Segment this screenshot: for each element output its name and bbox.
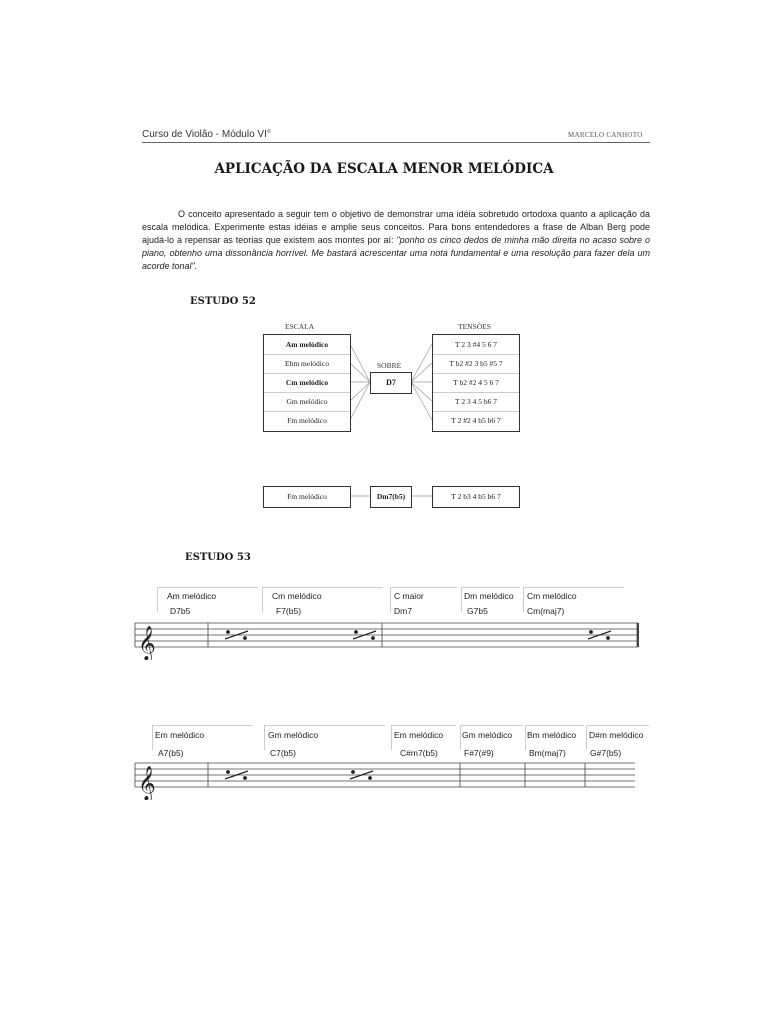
tension-item: T 2 3 #4 5 6 7 [433, 335, 519, 355]
chord-symbol: C#m7(b5) [400, 748, 438, 758]
scale-label: Bm melódico [527, 730, 577, 740]
chord-symbol: A7(b5) [158, 748, 184, 758]
tension-item: T 2 #2 4 b5 b6 7 [451, 416, 501, 425]
scale-label: D#m melódico [589, 730, 644, 740]
intro-text: O conceito apresentado a seguir tem o objetivo de demonstrar uma idéia sobretudo ortodoxa quanto a aplicação da escala melódica. Experimente estas idéias e amplie seus conceitos. Para bons entendedores a frase de Alban Berg pode ajudá-lo a repensar as teorias que existem aos montes por aí: [142, 209, 650, 245]
scale-label: Cm melódico [272, 591, 322, 601]
chord-symbol: G7b5 [467, 606, 488, 616]
treble-clef-icon: 𝄞 [138, 627, 156, 660]
tensoes-column-header: TENSÕES [458, 322, 491, 331]
chord-symbol: F#7(#9) [464, 748, 494, 758]
escala-item: Ebm melódico [264, 354, 350, 374]
chord-symbol: C7(b5) [270, 748, 296, 758]
escala-item: Cm melódico [264, 373, 350, 393]
header-author: MARCELO CANHOTO [568, 131, 643, 139]
scale-label: Gm melódico [268, 730, 319, 740]
intro-quote: "ponho os cinco dedos de minha mão direita no acaso sobre o piano, obtenho uma dissonância horrível. Me bastará acrescentar uma nota fundamental e uma resolução para fazer dela um acorde tonal". [142, 235, 650, 271]
chord-symbol: Cm(maj7) [527, 606, 565, 616]
header-course-title: Curso de Violão - Módulo VI° [142, 129, 271, 140]
music-staff-2 [130, 755, 650, 800]
scale-label: Em melódico [394, 730, 444, 740]
chord-box-dm7b5: Dm7(b5) [370, 486, 412, 508]
scale-label: Gm melódico [462, 730, 513, 740]
tension-item: T b2 #2 3 b5 #5 7 [433, 354, 519, 374]
scale-label: Dm melódico [464, 591, 514, 601]
music-staff-1 [130, 615, 650, 660]
escala-item: Fm melódico [287, 416, 327, 425]
sobre-label: SOBRE [377, 361, 402, 370]
chord-box-d7: D7 [370, 372, 412, 394]
tension-item: T 2 3 4 5 b6 7 [433, 392, 519, 412]
estudo-53-label: ESTUDO 53 [185, 552, 251, 563]
treble-clef-icon: 𝄞 [138, 767, 156, 800]
escala-list [263, 334, 351, 432]
page-title: APLICAÇÃO DA ESCALA MENOR MELÓDICA [214, 161, 554, 177]
tensoes-list [432, 334, 520, 432]
chord-symbol: F7(b5) [276, 606, 302, 616]
tension-item: T b2 #2 4 5 6 7 [433, 373, 519, 393]
chord-symbol: G#7(b5) [590, 748, 622, 758]
chord-symbol: Bm(maj7) [529, 748, 566, 758]
estudo-52-label: ESTUDO 52 [190, 296, 256, 307]
scale-label: Em melódico [155, 730, 205, 740]
second-scale-box: Fm melódico [263, 486, 351, 508]
escala-item: Am melódico [264, 335, 350, 355]
escala-item: Gm melódico [264, 392, 350, 412]
scale-label: Am melódico [167, 591, 217, 601]
scale-label: C maior [394, 591, 424, 601]
chord-symbol: Dm7 [394, 606, 412, 616]
scale-label: Cm melódico [527, 591, 577, 601]
escala-column-header: ESCALA [285, 322, 315, 331]
chord-symbol: D7b5 [170, 606, 191, 616]
second-tension-box: T 2 b3 4 b5 b6 7 [432, 486, 520, 508]
